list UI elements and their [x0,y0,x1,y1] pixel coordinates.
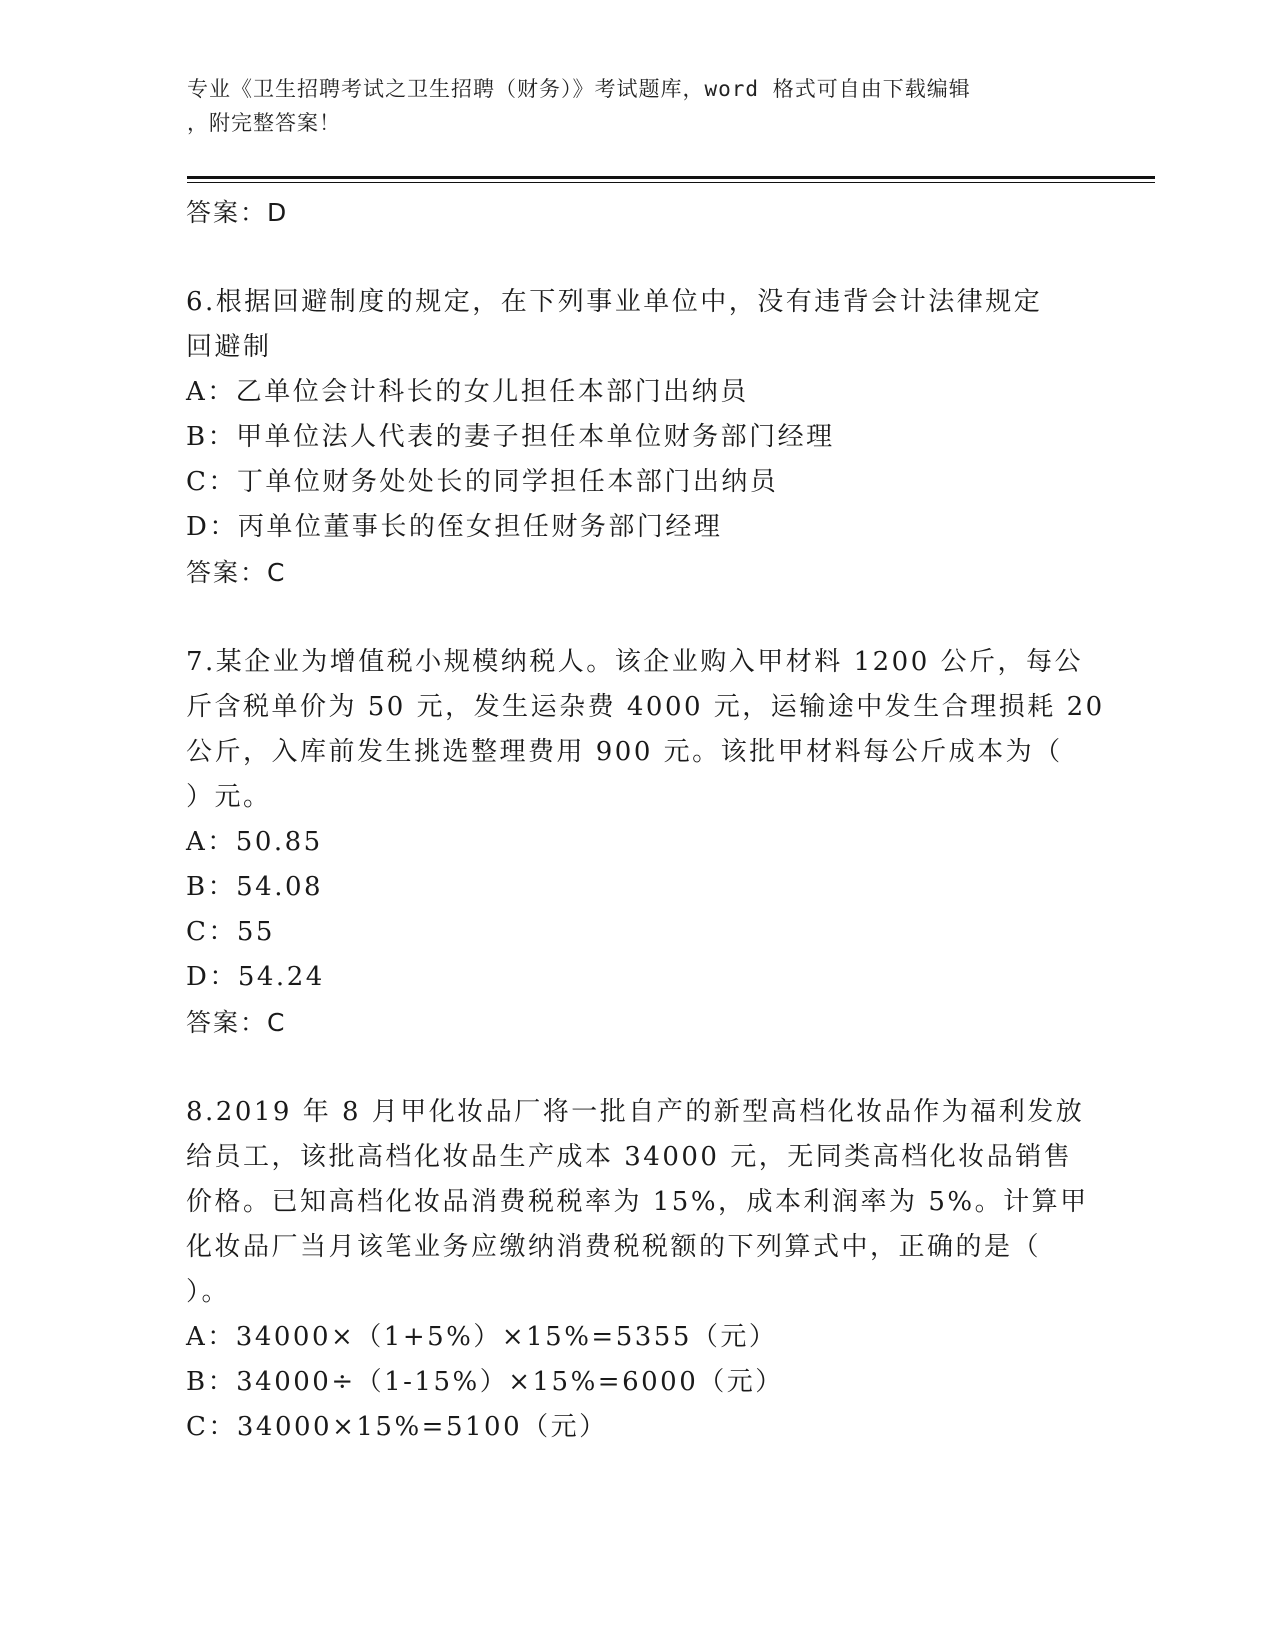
question-8 [186,1090,1089,1450]
question-stem-line: 化妆品厂当月该笔业务应缴纳消费税税额的下列算式中，正确的是（ [186,1232,1042,1262]
header-divider-thick [187,176,1155,179]
question-7 [186,640,1105,1045]
question-stem-line: 公斤，入库前发生挑选整理费用 900 元。该批甲材料每公斤成本为（ [186,737,1063,767]
option-b: B：54.08 [186,872,324,902]
header-line-1: 专业《卫生招聘考试之卫生招聘（财务）》考试题库，word 格式可自由下载编辑 [187,77,971,101]
option-d: D：54.24 [186,962,325,992]
question-stem-line: 8.2019 年 8 月甲化妆品厂将一批自产的新型高档化妆品作为福利发放 [186,1097,1085,1127]
spacer [186,235,1086,280]
option-c: C：34000×15%=5100（元） [186,1412,608,1442]
spacer [186,595,1086,640]
question-content [186,190,1105,1450]
question-stem-line: 6.根据回避制度的规定，在下列事业单位中，没有违背会计法律规定 [186,287,1043,317]
option-b: B：34000÷（1-15%）×15%=6000（元） [186,1367,784,1397]
question-stem-line: 给员工，该批高档化妆品生产成本 34000 元，无同类高档化妆品销售 [186,1142,1073,1172]
document-header [187,72,1067,140]
question-stem-line: 价格。已知高档化妆品消费税税率为 15%，成本利润率为 5%。计算甲 [186,1187,1089,1217]
answer-line: 答案：C [186,558,287,587]
question-stem-line: 斤含税单价为 50 元，发生运杂费 4000 元，运输途中发生合理损耗 20 [186,692,1105,722]
header-divider-thin [187,182,1155,183]
option-b: B：甲单位法人代表的妻子担任本单位财务部门经理 [186,422,835,452]
answer-line: 答案：C [186,1008,287,1037]
question-6 [186,280,1086,595]
spacer [186,1045,1086,1090]
option-a: A：50.85 [186,827,323,857]
question-stem-line: 7.某企业为增值税小规模纳税人。该企业购入甲材料 1200 公斤，每公 [186,647,1084,677]
question-stem-line: 回避制 [186,332,272,362]
previous-answer: 答案：D [186,198,289,227]
option-c: C：55 [186,917,275,947]
option-a: A：乙单位会计科长的女儿担任本部门出纳员 [186,377,749,407]
option-d: D：丙单位董事长的侄女担任财务部门经理 [186,512,723,542]
header-line-2: ，附完整答案！ [187,111,341,135]
option-c: C：丁单位财务处处长的同学担任本部门出纳员 [186,467,779,497]
option-a: A：34000×（1+5%）×15%=5355（元） [186,1322,778,1352]
question-stem-line: ）。 [186,1277,231,1307]
question-stem-line: ）元。 [186,782,272,812]
